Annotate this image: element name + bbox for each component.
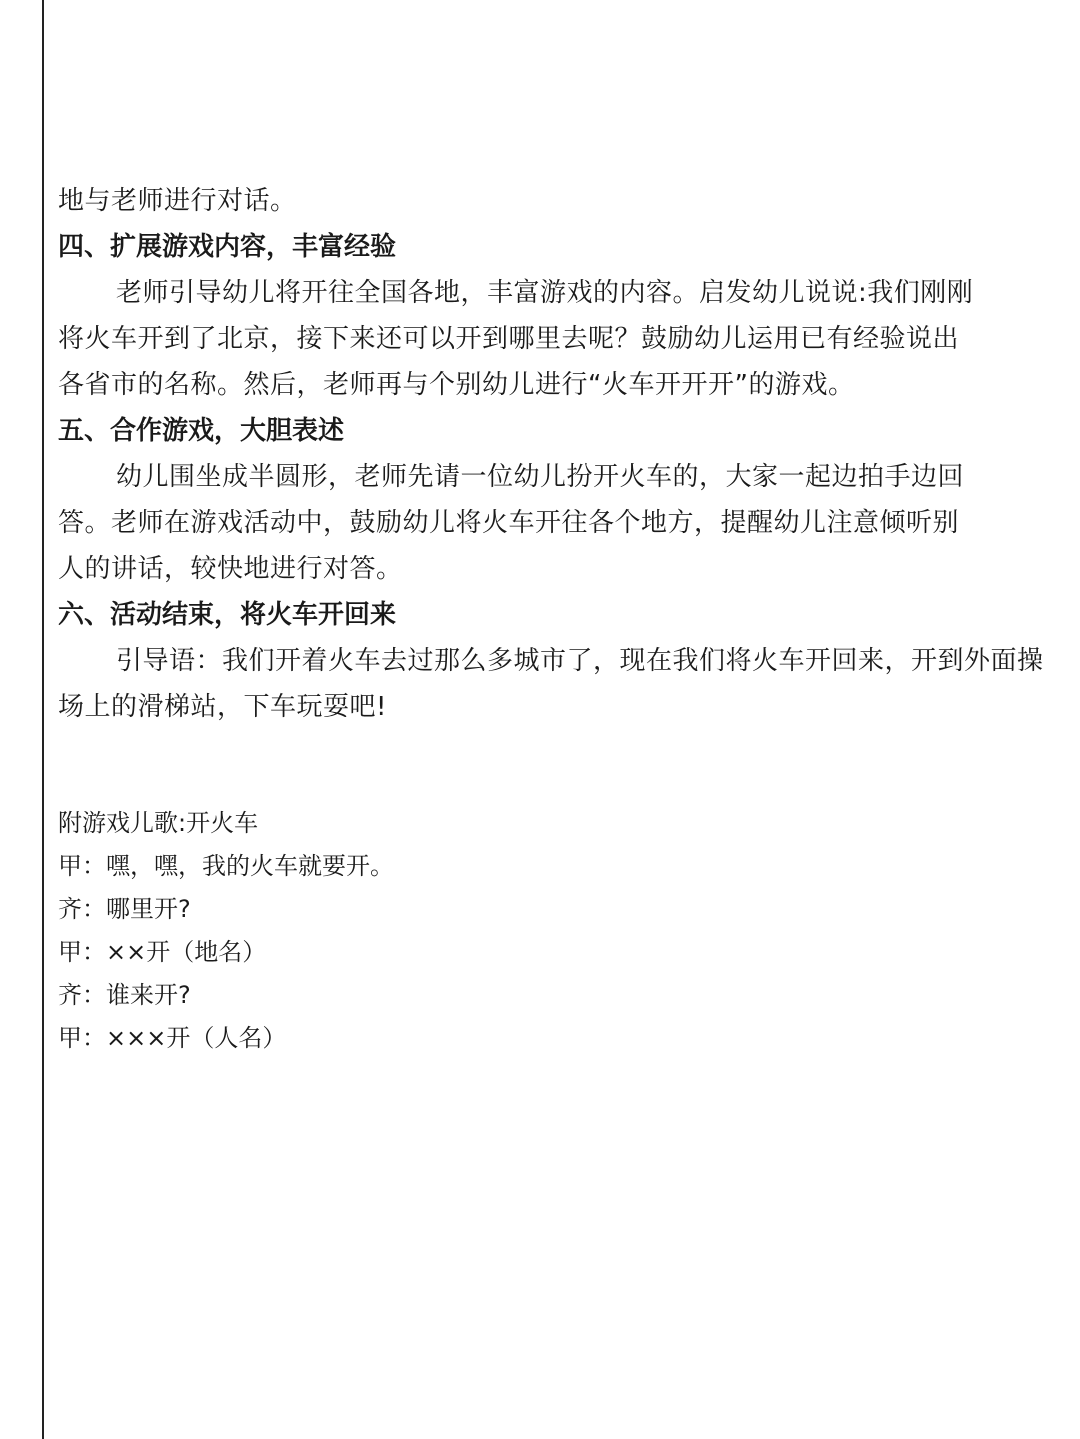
song-block [58, 802, 1063, 1060]
section-4 [58, 224, 1063, 408]
paragraph-line: 各省市的名称。然后，老师再与个别幼儿进行“火车开开开”的游戏。 [58, 370, 855, 400]
section-heading: 五、合作游戏，大胆表述 [58, 416, 345, 446]
song-line: 齐：哪里开? [58, 895, 191, 923]
left-margin-rule [42, 0, 44, 1439]
paragraph-line: 老师引导幼儿将开往全国各地，丰富游戏的内容。启发幼儿说说:我们刚刚 [116, 278, 974, 308]
document-page [58, 178, 1063, 1060]
paragraph-line: 将火车开到了北京，接下来还可以开到哪里去呢？鼓励幼儿运用已有经验说出 [58, 324, 960, 354]
paragraph-line: 人的讲话，较快地进行对答。 [58, 554, 403, 584]
song-title: 附游戏儿歌:开火车 [58, 809, 259, 837]
section-6 [58, 592, 1063, 730]
song-line: 甲：××开（地名） [58, 938, 267, 966]
paragraph-line: 幼儿围坐成半圆形，老师先请一位幼儿扮开火车的，大家一起边拍手边回 [116, 462, 965, 492]
intro-tail-paragraph: 地与老师进行对话。 [58, 186, 297, 216]
song-line: 齐：谁来开? [58, 981, 191, 1009]
section-heading: 四、扩展游戏内容，丰富经验 [58, 232, 397, 262]
song-line: 甲：×××开（人名） [58, 1024, 287, 1052]
section-5 [58, 408, 1063, 592]
section-heading: 六、活动结束，将火车开回来 [58, 600, 397, 630]
paragraph-line: 答。老师在游戏活动中，鼓励幼儿将火车开往各个地方，提醒幼儿注意倾听别 [58, 508, 960, 538]
paragraph-line: 场上的滑梯站，下车玩耍吧! [58, 692, 387, 722]
spacer [58, 730, 1063, 802]
song-line: 甲：嘿，嘿，我的火车就要开。 [58, 852, 394, 880]
paragraph-line: 引导语：我们开着火车去过那么多城市了，现在我们将火车开回来，开到外面操 [116, 646, 1044, 676]
